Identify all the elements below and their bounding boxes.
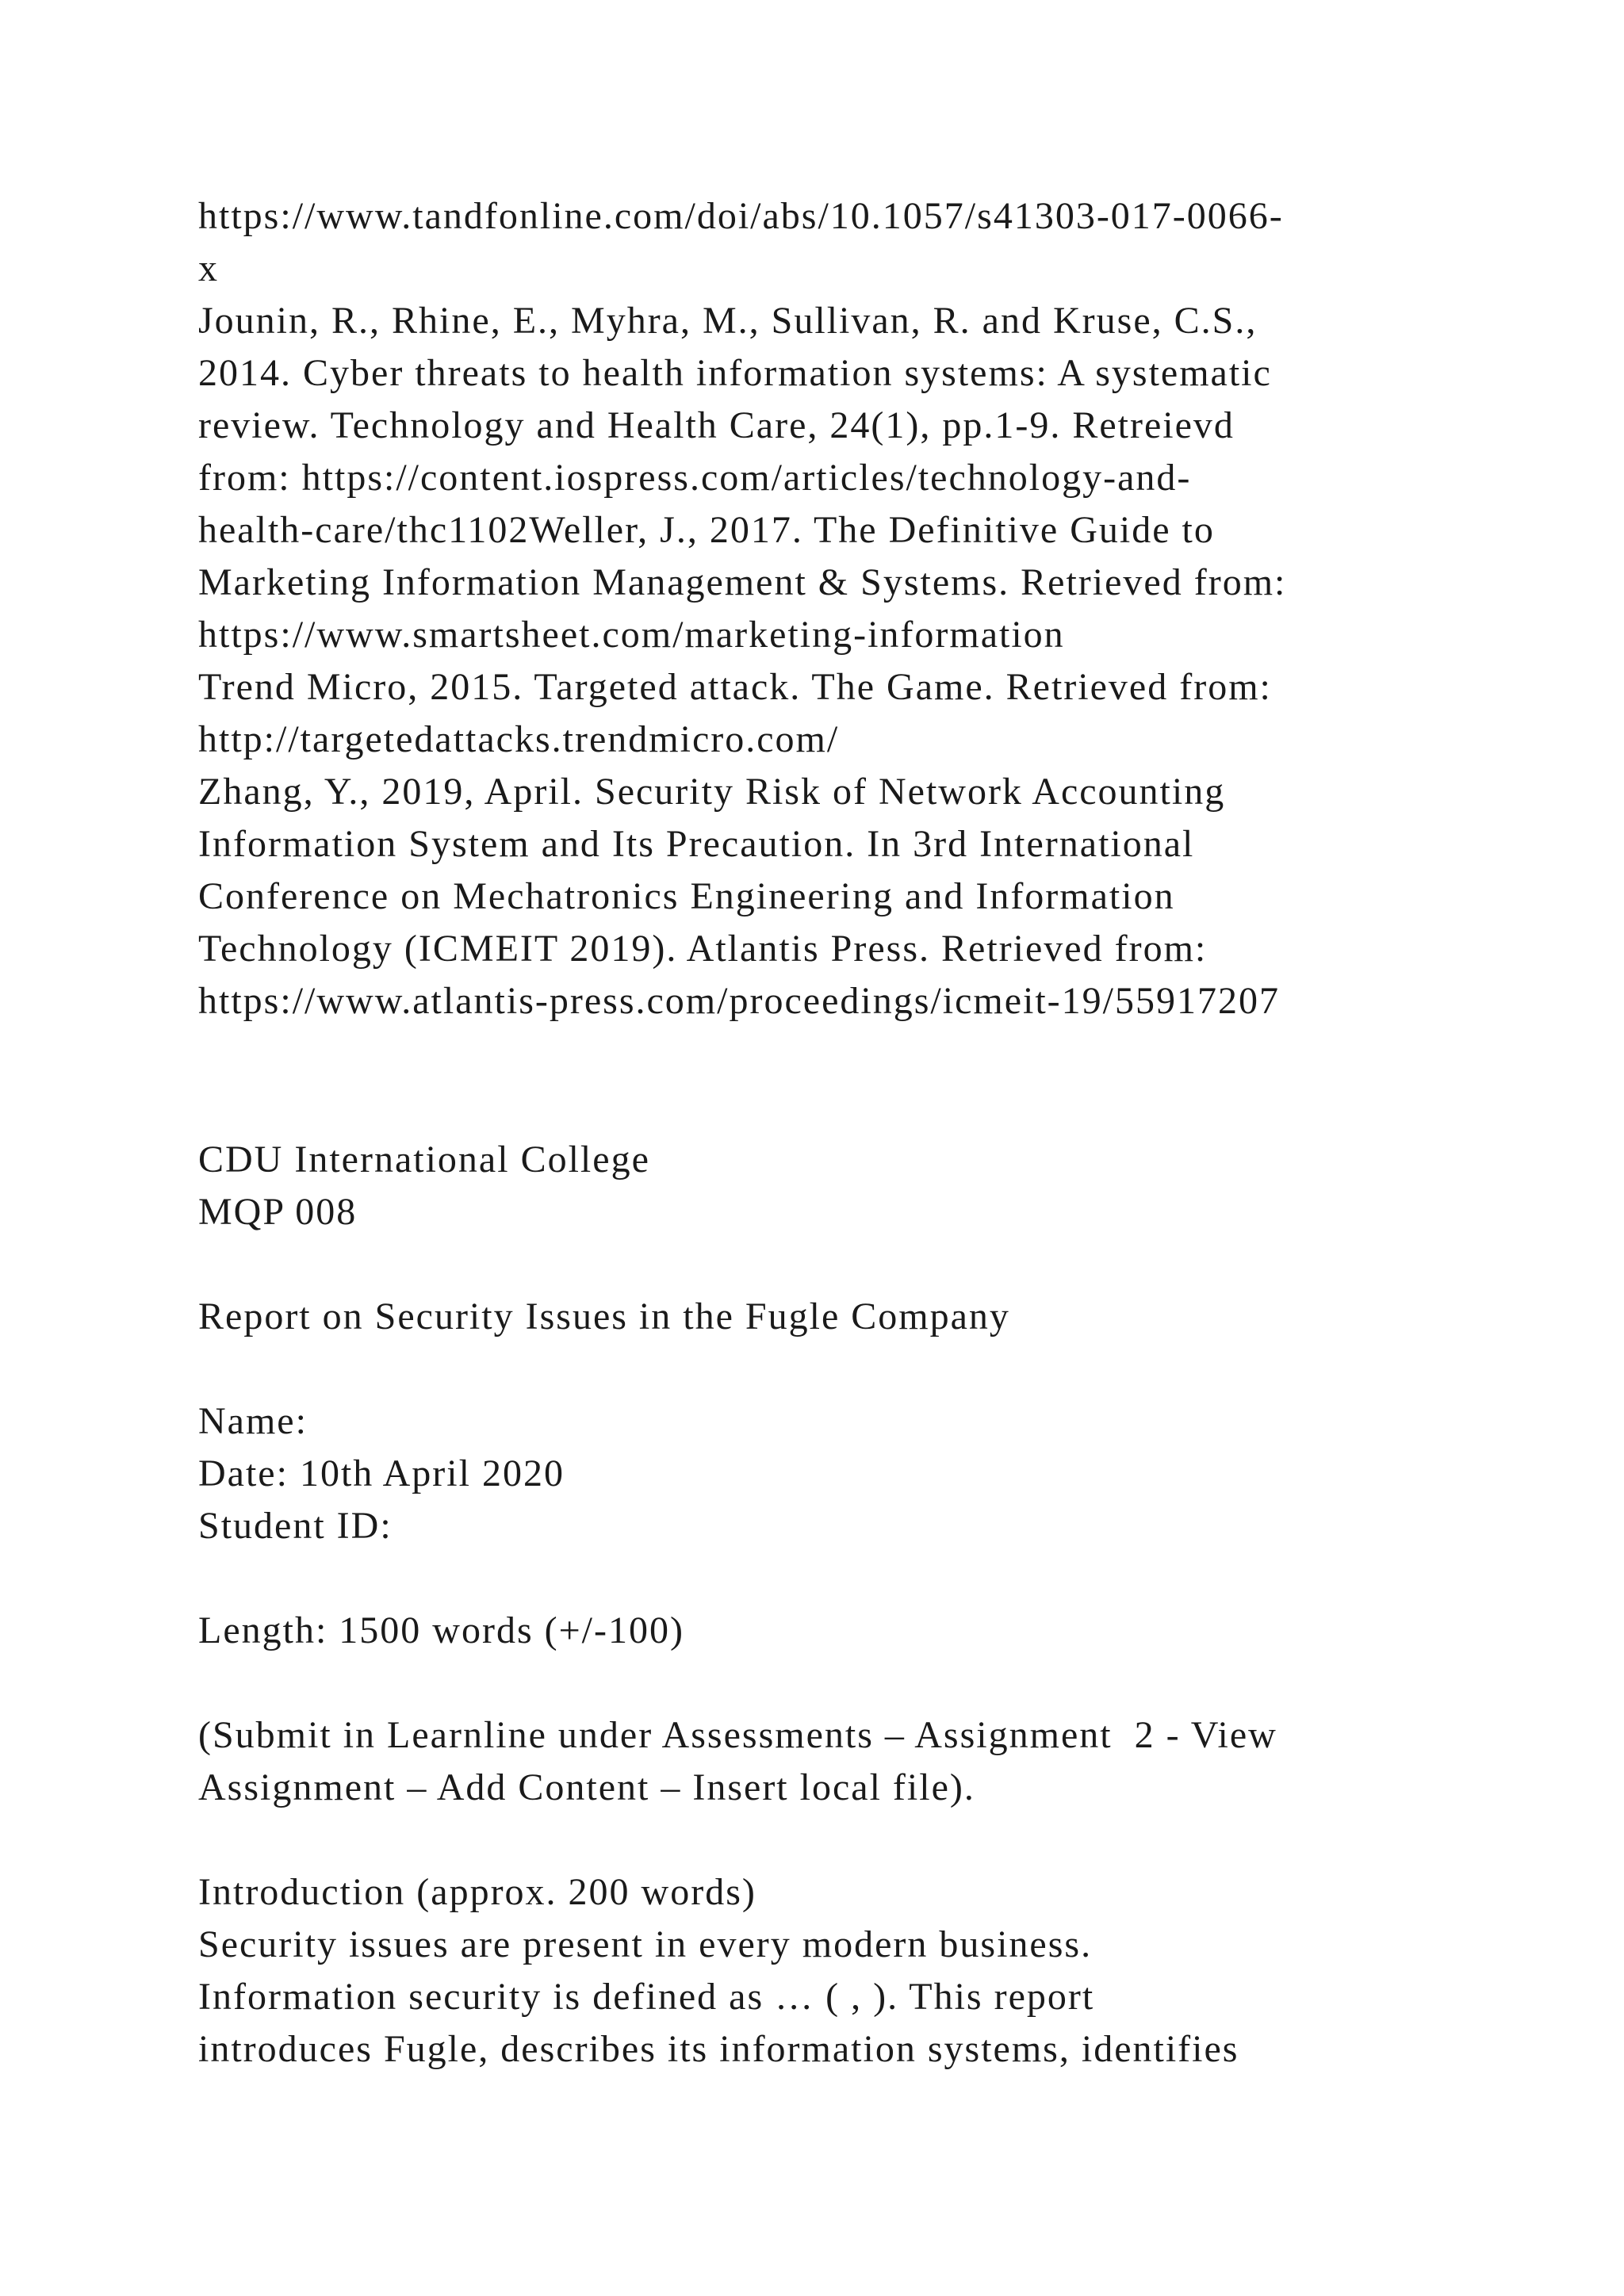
reference-line: Marketing Information Management & Systems. Retrieved from:: [198, 561, 1287, 603]
date-line: Date: 10th April 2020: [198, 1452, 565, 1494]
reference-line: health-care/thc1102Weller, J., 2017. The Definitive Guide to: [198, 509, 1215, 551]
reference-line: Trend Micro, 2015. Targeted attack. The Game. Retrieved from:: [198, 666, 1272, 708]
reference-line: from: https://content.iospress.com/articles/technology-and-: [198, 457, 1192, 499]
reference-line: Technology (ICMEIT 2019). Atlantis Press. Retrieved from:: [198, 928, 1208, 970]
reference-line: https://www.tandfonline.com/doi/abs/10.1057/s41303-017-0066-: [198, 195, 1284, 237]
introduction-heading: Introduction (approx. 200 words): [198, 1871, 756, 1913]
submit-instructions-line: Assignment – Add Content – Insert local file).: [198, 1766, 975, 1808]
submit-instructions-line: (Submit in Learnline under Assessments – Assignment 2 - View: [198, 1714, 1277, 1756]
reference-line: 2014. Cyber threats to health information systems: A systematic: [198, 352, 1272, 394]
reference-line: Conference on Mechatronics Engineering and Information: [198, 875, 1175, 917]
name-label: Name:: [198, 1400, 308, 1442]
reference-line: Jounin, R., Rhine, E., Myhra, M., Sullivan, R. and Kruse, C.S.,: [198, 300, 1258, 342]
reference-line: https://www.atlantis-press.com/proceedings/icmeit-19/55917207: [198, 980, 1280, 1022]
reference-line: Information System and Its Precaution. In 3rd International: [198, 823, 1195, 865]
introduction-text-line: Security issues are present in every modern business.: [198, 1923, 1093, 1965]
college-name: CDU International College: [198, 1138, 650, 1181]
reference-line: Zhang, Y., 2019, April. Security Risk of Network Accounting: [198, 771, 1226, 813]
reference-line: http://targetedattacks.trendmicro.com/: [198, 718, 840, 760]
introduction-text-line: Information security is defined as … ( , ). This report: [198, 1976, 1095, 2018]
report-title: Report on Security Issues in the Fugle Company: [198, 1295, 1010, 1337]
student-id-label: Student ID:: [198, 1505, 393, 1547]
reference-line: x: [198, 247, 219, 289]
introduction-text-line: introduces Fugle, describes its information systems, identifies: [198, 2028, 1239, 2070]
reference-line: https://www.smartsheet.com/marketing-information: [198, 614, 1065, 656]
course-code: MQP 008: [198, 1191, 358, 1233]
reference-line: review. Technology and Health Care, 24(1), pp.1-9. Retreievd: [198, 404, 1235, 446]
length-line: Length: 1500 words (+/-100): [198, 1609, 684, 1651]
